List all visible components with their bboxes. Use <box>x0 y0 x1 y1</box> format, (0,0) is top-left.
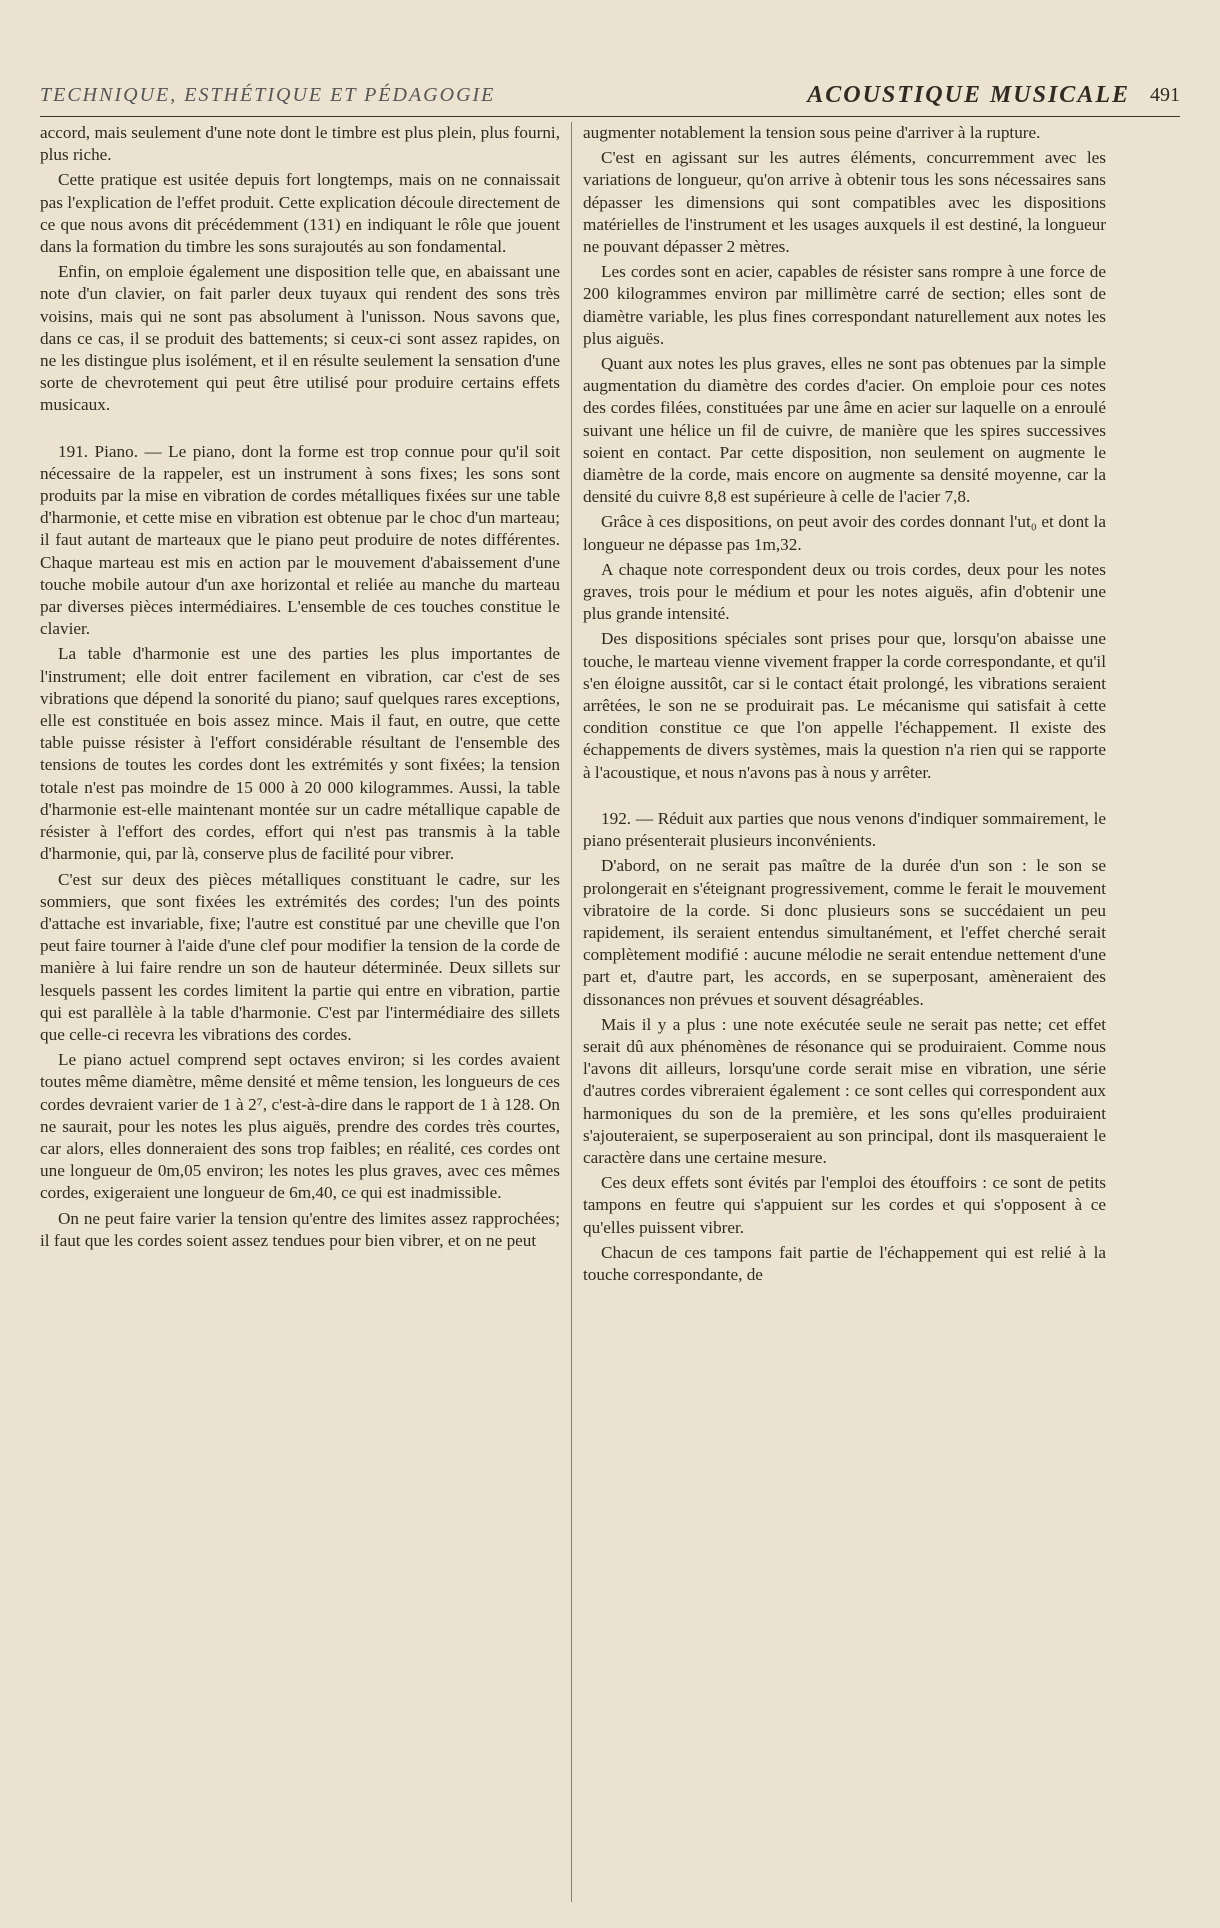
paragraph: Des dispositions spéciales sont prises pour que, lorsqu'on abaisse une touche, le marteau vienne vivement frapper la corde correspondante, et qu'il s'en éloigne aussitôt, car si le contact était prolongé, les vibrations seraient arrêtées, le son ne se produirait pas. Le mécanisme qui satisfait à cette condition constitue ce que l'on appelle l'échappement. Il existe des échappements de divers systèmes, mais la question n'a rien qui se rapporte à l'acoustique, et nous n'avons pas à nous y arrêter. <box>583 629 1106 782</box>
paragraph: Mais il y a plus : une note exécutée seule ne serait pas nette; cet effet serait dû aux phénomènes de résonance qui se produiraient. Comme nous l'avons dit ailleurs, lorsqu'une corde serait mise en vibration, une série d'autres cordes vibreraient également : ce sont celles qui correspondent aux harmoniques du son de la première, et les sons qu'elles produiraient s'ajouteraient, se superposeraient au son principal, dont ils masqueraient le caractère dans une certaine mesure. <box>583 1014 1106 1167</box>
left-column <box>40 122 560 1912</box>
paragraph: Cette pratique est usitée depuis fort longtemps, mais on ne connaissait pas l'explication de l'effet produit. Cette explication découle directement de ce que nous avons dit précédemment (131) en indiquant le rôle que jouent dans la formation du timbre les sons surajoutés au son fondamental. <box>40 170 560 257</box>
paragraph: Le piano actuel comprend sept octaves environ; si les cordes avaient toutes même diamètre, même densité et même tension, les longueurs de ces cordes devraient varier de 1 à 2⁷, c'est-à-dire dans le rapport de 1 à 128. On ne saurait, pour les notes les plus aiguës, prendre des cordes très courtes, car alors, elles donneraient des sons trop faibles; en réalité, ces cordes ont une longueur de 0m,05 environ; les notes les plus graves, avec ces mêmes cordes, exigeraient une longueur de 6m,40, ce qui est inadmissible. <box>40 1050 560 1203</box>
paragraph: A chaque note correspondent deux ou trois cordes, deux pour les notes graves, trois pour le médium et pour les notes aiguës, afin d'obtenir une plus grande intensité. <box>583 559 1106 624</box>
paragraph: C'est sur deux des pièces métalliques constituant le cadre, sur les sommiers, que sont fixées les extrémités des cordes; l'un des points d'attache est invariable, fixe; l'autre est constitué par une cheville que l'on peut faire tourner à l'aide d'une clef pour modifier la tension de la corde de manière à lui faire rendre un son de hauteur déterminée. Deux sillets sur lesquels passent les cordes limitent la partie qui entre en vibration, partie qui est parallèle à la table d'harmonie. C'est par l'intermédiaire des sillets que celle-ci recevra les vibrations des cordes. <box>40 869 560 1044</box>
paragraph: La table d'harmonie est une des parties les plus importantes de l'instrument; elle doit entrer facilement en vibration, car c'est de ses vibrations que dépend la sonorité du piano; sauf quelques rares exceptions, elle est constituée en bois assez mince. Mais il faut, en outre, que cette table puisse résister à l'effort considérable résultant de l'ensemble des tensions de toutes les cordes dont les extrémités y sont fixées; la tension totale n'est pas moindre de 15 000 à 20 000 kilogrammes. Aussi, la table d'harmonie est-elle maintenant montée sur un cadre métallique capable de résister à l'effort des cordes, effort qui n'est pas transmis à la table d'harmonie, qui, par là, conserve plus de facilité pour vibrer. <box>40 644 560 864</box>
paragraph: Enfin, on emploie également une disposition telle que, en abaissant une note d'un clavier, on fait parler deux tuyaux qui rendent des sons très voisins, mais qui ne sont pas absolument à l'unisson. Nous savons que, dans ce cas, il se produit des battements; si ceux-ci sont assez rapides, on ne les distingue plus isolément, et il en résulte seulement la sensation d'une sorte de chevrotement qui peut être utilisé pour produire certains effets musicaux. <box>40 262 560 415</box>
paragraph: Ces deux effets sont évités par l'emploi des étouffoirs : ce sont de petits tampons en feutre qui s'appuient sur les cordes et qui s'opposent à ce qu'elles puissent vibrer. <box>583 1173 1106 1237</box>
paragraph: Les cordes sont en acier, capables de résister sans rompre à une force de 200 kilogrammes environ par millimètre carré de section; elles sont de diamètre variable, les plus fines correspondant naturellement aux notes les plus aiguës. <box>583 262 1106 348</box>
paragraph: accord, mais seulement d'une note dont le timbre est plus plein, plus fourni, plus riche. <box>40 123 560 165</box>
paragraph: Quant aux notes les plus graves, elles ne sont pas obtenues par la simple augmentation du diamètre des cordes d'acier. On emploie pour ces notes des cordes filées, constituées par une âme en acier sur laquelle on a enroulé suivant une hélice un fil de cuivre, de manière que les spires successives soient en contact. Par cette disposition, non seulement on augmente le diamètre de la corde, mais encore on augmente sa densité moyenne, car la densité du cuivre 8,8 est supérieure à celle de l'acier 7,8. <box>583 354 1106 507</box>
page-number: 491 <box>1150 84 1180 106</box>
paragraph: C'est en agissant sur les autres éléments, concurremment avec les variations de longueur, qu'on arrive à obtenir tous les sons nécessaires sans dépasser les dimensions qui sont compatibles avec les dispositions matérielles de l'instrument et les usages auxquels il est destiné, la longueur ne pouvant dépasser 2 mètres. <box>583 148 1106 257</box>
right-column <box>583 122 1106 1912</box>
paragraph: On ne peut faire varier la tension qu'entre des limites assez rapprochées; il faut que les cordes soient assez tendues pour bien vibrer, et on ne peut <box>40 1208 560 1250</box>
paragraph: augmenter notablement la tension sous peine d'arriver à la rupture. <box>583 123 1041 142</box>
running-header <box>40 82 1180 117</box>
paragraph: D'abord, on ne serait pas maître de la durée d'un son : le son se prolongerait en s'éteignant progressivement, comme le ferait le mouvement vibratoire de la corde. Si donc plusieurs sons se succédaient un peu rapidement, ils seraient entendus simultanément, et l'effet cherché serait complètement modifié : aucune mélodie ne serait entendue nettement d'une part et, d'autre part, les accords, en se superposant, amèneraient des dissonances non prévues et souvent désagréables. <box>583 856 1106 1009</box>
header-left-title: TECHNIQUE, ESTHÉTIQUE ET PÉDAGOGIE <box>40 84 496 106</box>
header-right-title: ACOUSTIQUE MUSICALE <box>807 82 1130 108</box>
paragraph: Grâce à ces dispositions, on peut avoir des cordes donnant l'ut₀ et dont la longueur ne dépasse pas 1m,32. <box>583 512 1106 554</box>
section-191-piano: 191. Piano. — Le piano, dont la forme est trop connue pour qu'il soit nécessaire de la rappeler, est un instrument à sons fixes; les sons sont produits par la mise en vibration de cordes métalliques fixées sur une table d'harmonie, et cette mise en vibration est obtenue par le choc d'un marteau; il faut autant de marteaux que le piano peut produire de notes différentes. Chaque marteau est mis en action par le mouvement d'abaissement d'une touche mobile autour d'un axe horizontal et reliée au manche du marteau par diverses pièces intermédiaires. L'ensemble de ces touches constitue le clavier. <box>40 441 560 639</box>
column-divider <box>571 122 572 1902</box>
section-192: 192. — Réduit aux parties que nous venons d'indiquer sommairement, le piano présenterait plusieurs inconvénients. <box>583 808 1106 851</box>
paragraph: Chacun de ces tampons fait partie de l'échappement qui est relié à la touche correspondante, de <box>583 1242 1106 1284</box>
